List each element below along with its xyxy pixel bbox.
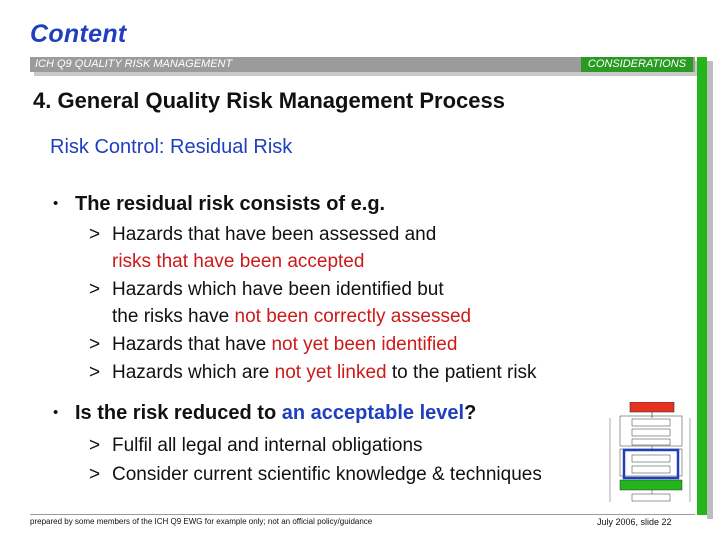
footer-divider: [30, 514, 695, 515]
footer-disclaimer: prepared by some members of the ICH Q9 EWG for example only; not an official policy/guidance: [30, 517, 373, 526]
list-item: [89, 432, 423, 459]
arrow-icon: >: [89, 334, 101, 355]
diagram-highlight: [624, 450, 678, 478]
diagram-green-box: [620, 480, 682, 490]
arrow-icon: >: [89, 224, 101, 245]
footer-slide-number: July 2006, slide 22: [597, 517, 672, 527]
page-title: Content: [30, 20, 127, 48]
section-title: 4. General Quality Risk Management Process: [33, 88, 505, 113]
header-left-label: ICH Q9 QUALITY RISK MANAGEMENT: [35, 58, 233, 70]
bullet-icon: •: [53, 404, 59, 421]
bullet-icon: •: [53, 195, 59, 212]
diagram-box: [632, 439, 670, 445]
list-item: [89, 461, 542, 488]
bullet-text: The residual risk consists of e.g.: [75, 193, 386, 215]
arrow-icon: >: [89, 362, 101, 383]
diagram-box: [632, 419, 670, 426]
side-bar-shadow: [707, 61, 713, 519]
item-text-highlight: not yet been identified: [271, 334, 458, 355]
diagram-start-box: [630, 402, 674, 412]
item-text: Hazards which are: [112, 362, 275, 383]
item-text: Consider current scientific knowledge & techniques: [112, 464, 542, 485]
arrow-icon: >: [89, 279, 101, 300]
diagram-box: [632, 455, 670, 462]
list-item: [89, 359, 537, 386]
side-green-bar: [697, 57, 707, 515]
item-text: Hazards which have been identified but: [112, 279, 444, 300]
list-item: [89, 276, 471, 330]
arrow-icon: >: [89, 435, 101, 456]
diagram-box: [632, 494, 670, 501]
item-text-highlight: risks that have been accepted: [112, 251, 365, 272]
item-text: Fulfil all legal and internal obligations: [112, 435, 423, 456]
item-text-highlight: not yet linked: [274, 362, 387, 383]
process-diagram-thumbnail: [606, 402, 694, 506]
list-item: [89, 331, 457, 358]
header-right-label: CONSIDERATIONS: [581, 57, 693, 72]
item-text: to the patient risk: [386, 362, 537, 383]
item-text: the risks have: [112, 306, 235, 327]
arrow-icon: >: [89, 464, 101, 485]
list-item: [89, 221, 436, 275]
diagram-box: [632, 466, 670, 473]
subtitle: Risk Control: Residual Risk: [50, 136, 293, 158]
diagram-box: [632, 429, 670, 436]
item-text-highlight: not been correctly assessed: [234, 306, 472, 327]
bullet-text: Is the risk reduced to an acceptable level?: [75, 402, 477, 424]
item-text: Hazards that have been assessed and: [112, 224, 437, 245]
item-text: Hazards that have: [112, 334, 272, 355]
